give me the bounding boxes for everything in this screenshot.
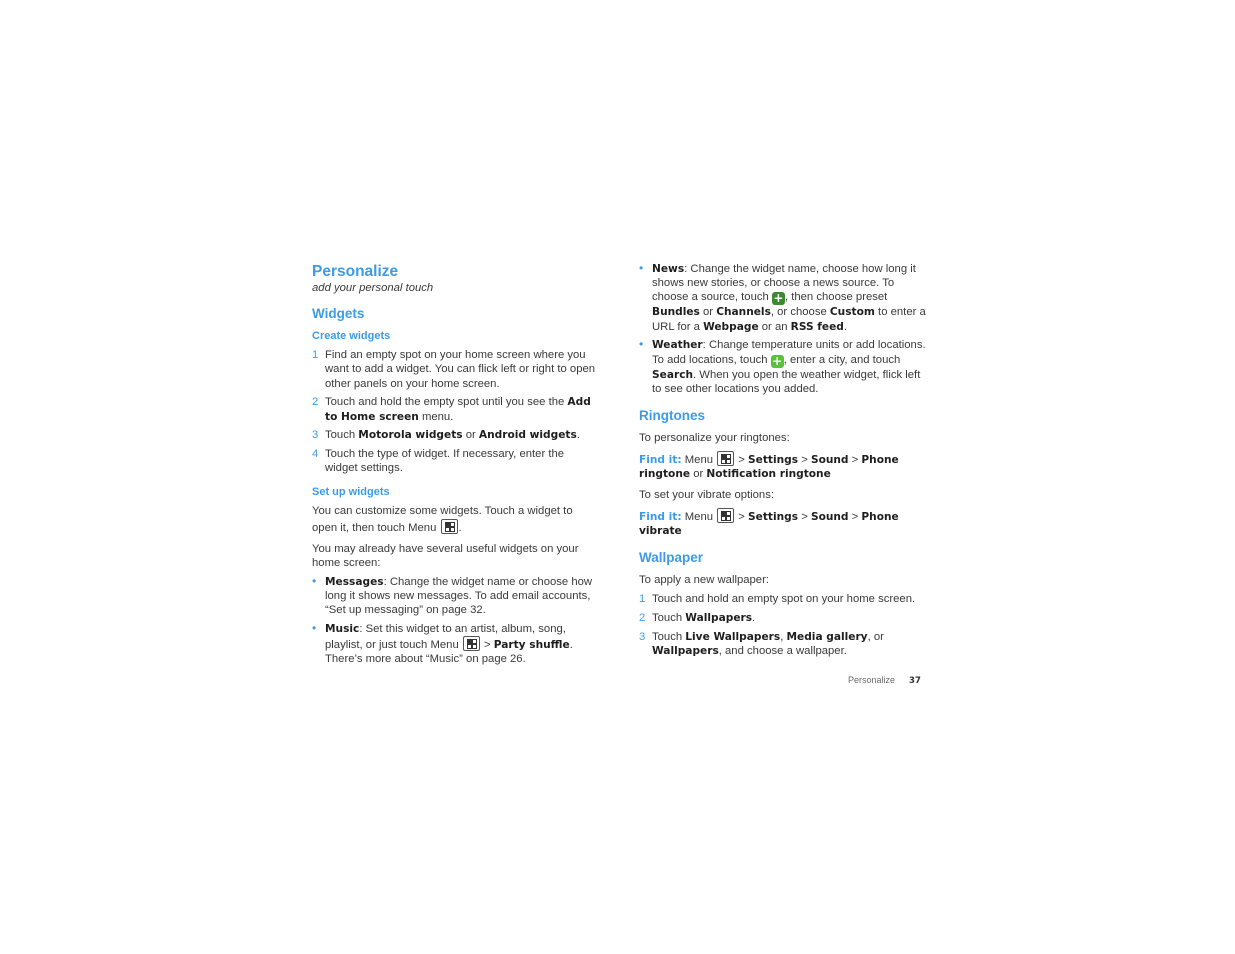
section-title-ringtones: Ringtones <box>639 407 705 423</box>
find-it-text: Menu <box>681 454 717 467</box>
bullet-text: . When you open the weather widget, flick left to see other locations you added. <box>652 368 921 395</box>
footer-section-name: Personalize <box>848 675 896 685</box>
step-bold-term: Android widgets <box>478 429 577 442</box>
step-text: menu. <box>418 410 454 423</box>
find-it-text: or <box>690 468 707 481</box>
find-it-bold-term: Settings <box>748 510 799 523</box>
step-text: , or <box>867 630 884 643</box>
bullet-dot-icon: • <box>312 573 317 588</box>
page-footer <box>848 673 921 688</box>
bullet-bold-term: Channels <box>716 306 771 319</box>
add-plus-icon: + <box>772 353 783 368</box>
step-text: , <box>780 630 787 643</box>
bullet-text: : Change temperature units or add locations. To add locations, touch <box>652 339 926 366</box>
widget-bullets <box>312 575 597 667</box>
step-bold-term: Live Wallpapers <box>685 630 781 643</box>
add-plus-icon: + <box>773 291 784 306</box>
step-text: Touch and hold an empty spot on your home screen. <box>652 593 916 606</box>
step-number: 3 <box>312 429 319 442</box>
step-number: 2 <box>639 612 646 625</box>
menu-key-icon <box>717 508 734 523</box>
step-text: . <box>576 429 580 442</box>
bullet-text: > <box>480 638 494 651</box>
bullet-text: or an <box>758 320 791 333</box>
step-text: Touch and hold the empty spot until you see the <box>325 396 568 409</box>
bullet-bold-term: Music <box>325 622 360 635</box>
create-widgets-steps <box>312 348 597 475</box>
step-text: or <box>462 429 479 442</box>
list-item <box>312 447 597 475</box>
bullet-text: : Change the widget name or choose how long it shows new messages. To add email accounts, “Set up messaging” on page 32. <box>325 575 593 617</box>
list-item <box>312 348 597 391</box>
list-item <box>312 575 597 618</box>
subsection-title-create-widgets: Create widgets <box>312 330 391 343</box>
subsection-title-set-up-widgets: Set up widgets <box>312 486 390 499</box>
wallpaper-steps <box>639 592 927 658</box>
chapter-title: Personalize <box>312 263 399 280</box>
bullet-bold-term: Custom <box>829 306 875 319</box>
find-it-bold-term: Sound <box>810 510 849 523</box>
find-it-bold-term: Notification ringtone <box>706 468 831 481</box>
paragraph: To apply a new wallpaper: <box>639 574 769 587</box>
bullet-bold-term: RSS feed <box>790 320 844 333</box>
paragraph: To personalize your ringtones: <box>639 431 790 444</box>
list-item <box>639 262 927 334</box>
paragraph-text: . <box>458 521 462 534</box>
section-title-widgets: Widgets <box>312 306 365 322</box>
step-text: Touch the type of widget. If necessary, enter the widget settings. <box>325 447 565 475</box>
section-title-wallpaper: Wallpaper <box>639 550 704 566</box>
find-it-text: > <box>798 510 811 523</box>
find-it-text: > <box>735 510 749 523</box>
bullet-text: , or choose <box>770 306 830 319</box>
bullet-text: . There’s more about “Music” on page 26. <box>325 638 573 666</box>
bullet-text: : Change the widget name, choose how long it shows new stories, or choose a news source. To choose a source, touch <box>652 263 916 304</box>
step-number: 4 <box>312 447 319 460</box>
find-it-vibrate <box>639 508 927 538</box>
bullet-bold-term: Party shuffle <box>493 638 570 651</box>
step-text: Touch <box>652 612 686 625</box>
list-item <box>312 395 597 423</box>
paragraph <box>312 504 597 534</box>
menu-key-icon <box>463 636 480 651</box>
page-number: 37 <box>909 676 921 686</box>
bullet-bold-term: Bundles <box>652 306 700 319</box>
step-text: Touch <box>325 429 359 442</box>
bullet-text: to enter a URL for a <box>652 306 926 333</box>
list-item <box>639 592 927 606</box>
find-it-text: > <box>798 454 811 467</box>
left-column <box>312 262 597 671</box>
find-it-text: > <box>735 454 749 467</box>
bullet-text: , enter a city, and touch <box>783 353 901 366</box>
step-bold-term: Wallpapers <box>652 644 719 657</box>
bullet-bold-term: News <box>652 263 685 275</box>
step-text: Find an empty spot on your home screen where you want to add a widget. You can flick left or right to open other panels on your home screen. <box>325 349 596 390</box>
list-item <box>312 428 597 442</box>
find-it-bold-term: Sound <box>810 454 849 467</box>
menu-key-icon <box>717 451 734 466</box>
find-it-bold-term: Phone ringtone <box>639 454 899 481</box>
paragraph: To set your vibrate options: <box>639 488 775 501</box>
step-number: 1 <box>312 349 319 362</box>
list-item <box>639 630 927 658</box>
bullet-text: . <box>843 320 848 333</box>
step-number: 3 <box>639 630 646 643</box>
bullet-bold-term: Messages <box>325 575 384 588</box>
bullet-dot-icon: • <box>639 337 644 352</box>
bullet-text: : Set this widget to an artist, album, song, playlist, or just touch Menu <box>325 622 566 651</box>
step-number: 1 <box>639 593 646 606</box>
step-number: 2 <box>312 396 319 409</box>
list-item <box>639 338 927 396</box>
find-it-ringtone <box>639 451 927 481</box>
list-item <box>312 622 597 667</box>
step-bold-term: Media gallery <box>786 630 868 643</box>
find-it-label: Find it: <box>639 510 682 523</box>
widget-bullets-continued <box>639 262 927 396</box>
find-it-label: Find it: <box>639 454 682 467</box>
bullet-dot-icon: • <box>639 261 644 275</box>
list-item <box>639 611 927 625</box>
step-bold-term: Add to Home screen <box>325 396 591 423</box>
find-it-bold-term: Settings <box>748 454 799 467</box>
step-text: , and choose a wallpaper. <box>718 644 847 657</box>
menu-key-icon <box>441 519 458 534</box>
bullet-dot-icon: • <box>312 620 317 635</box>
step-bold-term: Motorola widgets <box>358 429 463 442</box>
chapter-subtitle: add your personal touch <box>312 282 434 294</box>
step-text: Touch <box>652 630 686 643</box>
find-it-bold-term: Phone vibrate <box>639 510 899 537</box>
step-text: . <box>752 612 756 625</box>
paragraph-text: You can customize some widgets. Touch a widget to open it, then touch Menu <box>312 505 573 534</box>
bullet-bold-term: Search <box>652 368 694 381</box>
bullet-bold-term: Webpage <box>703 320 759 333</box>
bullet-text: , then choose preset <box>784 291 888 304</box>
bullet-text: or <box>699 306 717 319</box>
bullet-bold-term: Weather <box>652 339 703 352</box>
step-bold-term: Wallpapers <box>685 612 753 625</box>
find-it-text: Menu <box>681 510 717 523</box>
right-column <box>639 262 927 663</box>
find-it-text: > <box>848 454 862 467</box>
find-it-text: > <box>848 510 862 523</box>
paragraph: You may already have several useful widgets on your home screen: <box>312 542 579 569</box>
